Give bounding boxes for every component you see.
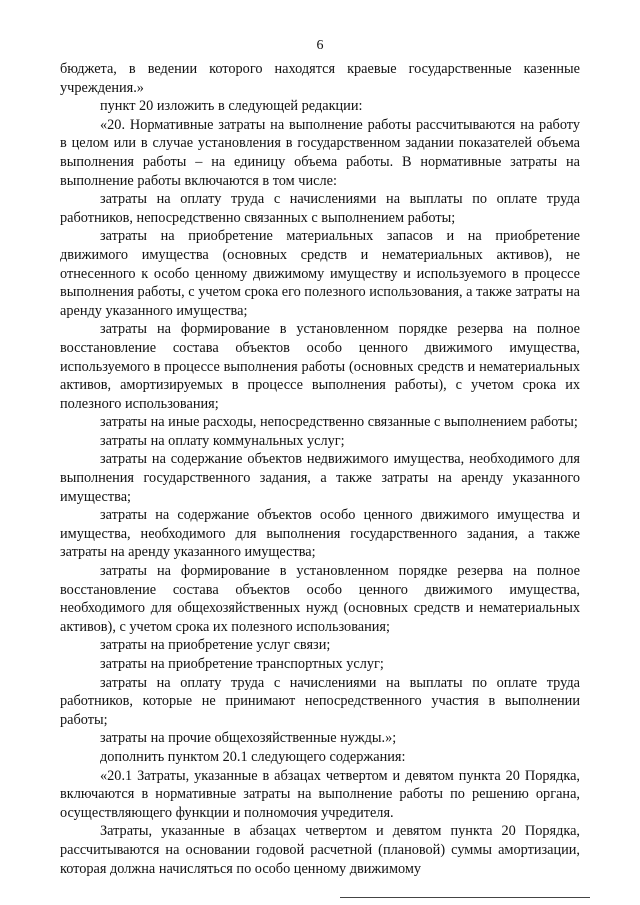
paragraph-point-20-intro: «20. Нормативные затраты на выполнение работы рассчитываются на работу в целом или в случае установления в государственном задании показателей объема выполнения работы – на единицу объема работы. В нормативные затраты на выполнение работы включаются в том числе: [60, 116, 580, 189]
paragraph-materials-costs: затраты на приобретение материальных запасов и на приобретение движимого имущества (основных средств и нематериальных активов), не отнесенного к особо ценному движимому имуществу и используемого в процессе выполнения работы, с учетом срока его полезного использования, а также затраты на аренду указанного имущества; [60, 228, 580, 319]
paragraph-transport-costs: затраты на приобретение транспортных услуг; [100, 656, 384, 672]
paragraph-budget-continuation: бюджета, в ведении которого находятся краевые государственные казенные учреждения.» [60, 61, 580, 96]
paragraph-general-reserve-costs: затраты на формирование в установленном порядке резерва на полное восстановление состава объектов особо ценного движимого имущества, необходимого для общехозяйственных нужд (основных средств и нематериальных активов), с учетом срока их полезного использования; [60, 563, 580, 635]
bottom-divider [340, 897, 590, 898]
paragraph-point-20-1: «20.1 Затраты, указанные в абзацах четвертом и девятом пункта 20 Порядка, включаются в нормативные затраты на выполнение работы по решению органа, осуществляющего функции и полномочия учредителя. [60, 767, 580, 821]
paragraph-real-estate-costs: затраты на содержание объектов недвижимого имущества, необходимого для выполнения государственного задания, а также затраты на аренду указанного имущества; [60, 451, 580, 505]
page-number: 6 [316, 38, 324, 53]
paragraph-indirect-labor-costs: затраты на оплату труда с начислениями на выплаты по оплате труда работников, которые не принимают непосредственного участия в выполнении работы; [60, 674, 580, 728]
paragraph-amortization: Затраты, указанные в абзацах четвертом и девятом пункта 20 Порядка, рассчитываются на основании годовой расчетной (плановой) суммы амортизации, которая должна начисляться по особо ценному движимому [60, 823, 580, 877]
paragraph-communication-costs: затраты на приобретение услуг связи; [100, 637, 331, 654]
paragraph-general-needs-costs: затраты на прочие общехозяйственные нужды.»; [100, 730, 397, 747]
paragraph-movable-property-costs: затраты на содержание объектов особо ценного движимого имущества и имущества, необходимого для выполнения государственного задания, а также затраты на аренду указанного имущества; [60, 507, 580, 561]
paragraph-other-costs: затраты на иные расходы, непосредственно связанные с выполнением работы; [100, 414, 578, 431]
paragraph-labor-costs: затраты на оплату труда с начислениями на выплаты по оплате труда работников, непосредственно связанных с выполнением работы; [60, 191, 580, 226]
paragraph-amend-point-20: пункт 20 изложить в следующей редакции: [100, 98, 363, 115]
paragraph-utilities-costs: затраты на оплату коммунальных услуг; [100, 432, 345, 449]
document-body [60, 60, 580, 878]
paragraph-reserve-costs: затраты на формирование в установленном порядке резерва на полное восстановление состава объектов особо ценного движимого имущества, используемого в процессе выполнения работы (основных средств и нематериальных активов, амортизируемых в процессе выполнения работы), с учетом срока их полезного использования; [60, 321, 580, 412]
paragraph-add-point-20-1: дополнить пунктом 20.1 следующего содержания: [100, 748, 406, 765]
